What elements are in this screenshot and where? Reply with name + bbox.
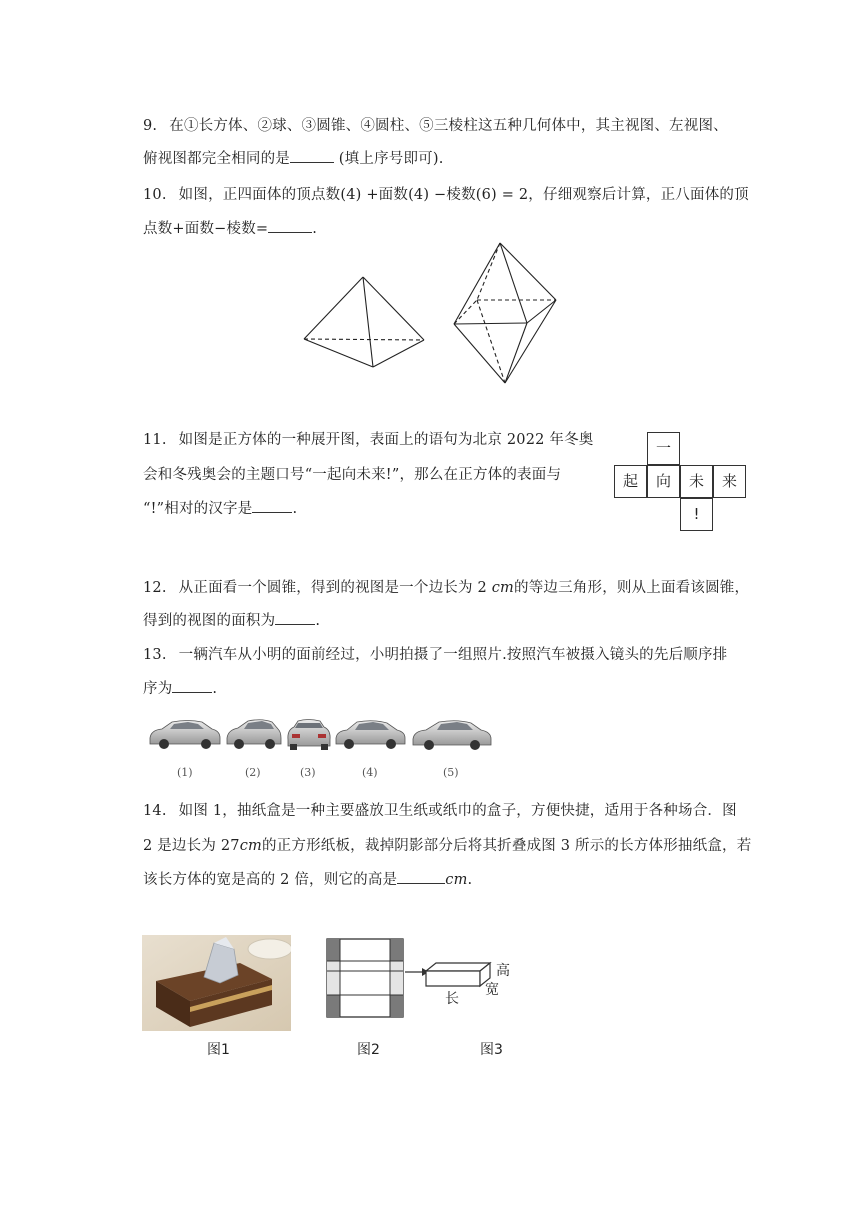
net-cell-3: 未 [680,465,713,498]
q11-line3 [143,497,297,518]
q11-line1 [143,428,594,449]
tetrahedron-figure [304,277,424,367]
q9-text2a: 俯视图都完全相同的是 [143,151,290,167]
q12-line2 [143,609,320,630]
q11-line2 [143,463,561,484]
car-caption-4: (4) [362,766,378,779]
net-cell-top: 一 [647,432,680,465]
q14-answer-blank[interactable] [397,869,445,884]
q11-text1: 如图是正方体的一种展开图，表面上的语句为北京 2022 年冬奥 [178,432,594,448]
q11-answer-blank[interactable] [252,498,292,513]
q12-text1a: 从正面看一个圆锥，得到的视图是一个边长为 2 [178,580,492,596]
q12-text1b: 的等边三角形，则从上面看该圆锥， [514,580,750,596]
q14-line3 [143,868,472,889]
q10-answer-blank[interactable] [268,218,312,233]
q14-line1 [143,799,737,820]
q13-line1 [143,643,727,664]
car-photo-1 [150,721,220,750]
q10-text1: 如图，正四面体的顶点数(4) +面数(4) −棱数(6) = 2，仔细观察后计算，正八面体的顶 [178,187,749,203]
cardboard-net-figure [325,937,405,1019]
q10-text2b: . [312,221,318,237]
q14-line2 [143,834,751,855]
q10-line1 [143,183,749,204]
q14-text1: 如图 1，抽纸盒是一种主要盛放卫生纸或纸巾的盒子，方便快捷，适用于各种场合．图 [178,803,737,819]
net-cell-4: 来 [713,465,746,498]
q9-line1 [143,114,728,135]
polyhedra-figure [300,240,570,390]
q14-unit: cm [239,838,262,854]
q9-text1: 在①长方体、②球、③圆锥、④圆柱、⑤三棱柱这五种几何体中，其主视图、左视图、 [169,118,728,134]
q9-answer-blank[interactable] [290,148,334,163]
q12-unit: cm [491,580,514,596]
fig3-caption: 图3 [480,1042,503,1058]
tissue-box-photo [142,935,291,1031]
q13-text1: 一辆汽车从小明的面前经过，小明拍摄了一组照片.按照汽车被摄入镜头的先后顺序排 [178,647,728,663]
q13-answer-blank[interactable] [172,678,212,693]
octahedron-figure [454,243,556,383]
cuboid-box-figure [424,956,494,1000]
net-cell-2: 向 [647,465,680,498]
q10-text2a: 点数+面数−棱数= [143,221,269,237]
q10-line2 [143,217,317,238]
car-caption-1: (1) [177,766,193,779]
car-photos [148,716,498,756]
q13-text2b: . [212,681,218,697]
q12-line1 [143,576,749,597]
car-photo-2 [227,720,281,749]
q11-text2: 会和冬残奥会的主题口号“一起向未来!”，那么在正方体的表面与 [143,467,562,483]
q11-text3a: “!”相对的汉字是 [143,501,253,517]
q10-number: 10. [143,187,167,203]
label-width: 宽 [485,982,499,998]
car-caption-5: (5) [443,766,459,779]
q13-number: 13. [143,647,167,663]
q12-number: 12. [143,580,167,596]
label-length: 长 [445,991,459,1007]
q12-answer-blank[interactable] [275,610,315,625]
label-height: 高 [496,963,510,979]
car-photo-3 [288,720,330,751]
car-photo-5 [413,721,491,750]
q13-line2 [143,677,217,698]
q11-text3b: . [292,501,298,517]
net-cell-1: 起 [614,465,647,498]
net-cell-bottom: ! [680,498,713,531]
q12-text2b: . [315,613,321,629]
q14-text2a: 2 是边长为 27 [143,838,240,854]
q9-text2b: (填上序号即可). [334,151,444,167]
q12-text2a: 得到的视图的面积为 [143,613,276,629]
q11-number: 11. [143,432,167,448]
q14-text2b: 的正方形纸板，裁掉阴影部分后将其折叠成图 3 所示的长方体形抽纸盒，若 [261,838,752,854]
fig1-caption: 图1 [207,1042,230,1058]
car-caption-3: (3) [300,766,316,779]
q14-unit-2: cm [445,872,468,888]
q14-text3a: 该长方体的宽是高的 2 倍，则它的高是 [143,872,398,888]
q13-text2a: 序为 [143,681,173,697]
car-photo-4 [336,721,405,749]
car-caption-2: (2) [245,766,261,779]
q14-number: 14. [143,803,167,819]
fig2-caption: 图2 [357,1042,380,1058]
q14-text3b: . [467,872,473,888]
q9-number: 9. [143,118,158,134]
q9-line2 [143,147,444,168]
